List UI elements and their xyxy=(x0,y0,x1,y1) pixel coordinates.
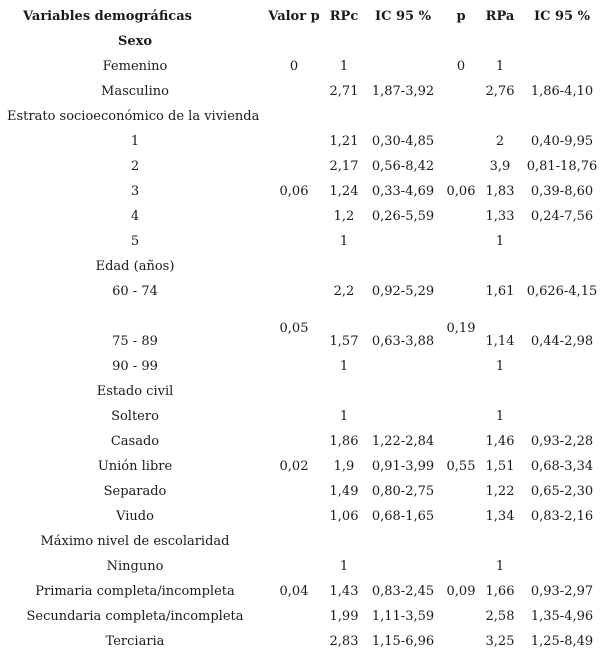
cell-rpc: 1,9 xyxy=(333,459,355,474)
cell-ic-adjusted: 1,25-8,49 xyxy=(530,634,594,649)
row-label: Masculino xyxy=(101,84,169,99)
cell-p-value: 0,02 xyxy=(279,459,309,474)
cell-rpa: 1 xyxy=(495,234,505,249)
cell-ic-adjusted: 0,93-2,28 xyxy=(530,434,594,449)
cell-rpc: 2,17 xyxy=(329,159,359,174)
cell-p: 0 xyxy=(456,59,466,74)
cell-rpa: 1,22 xyxy=(485,484,515,499)
cell-rpc: 1,86 xyxy=(329,434,359,449)
cell-ic-adjusted: 0,39-8,60 xyxy=(530,184,594,199)
cell-p: 0,19 xyxy=(446,321,476,336)
cell-ic-adjusted: 0,93-2,97 xyxy=(530,584,594,599)
cell-ic-crude: 1,22-2,84 xyxy=(371,434,435,449)
row-label: Ninguno xyxy=(106,559,164,574)
cell-rpa: 1 xyxy=(495,559,505,574)
cell-rpa: 2,76 xyxy=(485,84,515,99)
row-label: Unión libre xyxy=(97,459,173,474)
cell-rpc: 2,2 xyxy=(333,284,355,299)
cell-rpa: 1,34 xyxy=(485,509,515,524)
row-label: 90 - 99 xyxy=(112,359,158,374)
header-variables: Variables demográficas xyxy=(23,9,192,24)
header-p-value: Valor p xyxy=(268,9,320,24)
header-rpc: RPc xyxy=(329,9,359,24)
cell-ic-adjusted: 0,65-2,30 xyxy=(530,484,594,499)
cell-rpa: 3,9 xyxy=(489,159,511,174)
cell-rpa: 2,58 xyxy=(485,609,515,624)
cell-rpa: 1,14 xyxy=(485,334,515,349)
cell-rpc: 1,49 xyxy=(329,484,359,499)
cell-p: 0,06 xyxy=(446,184,476,199)
cell-rpc: 2,83 xyxy=(329,634,359,649)
row-label: Casado xyxy=(110,434,160,449)
cell-ic-adjusted: 0,626-4,15 xyxy=(526,284,598,299)
cell-ic-crude: 0,92-5,29 xyxy=(371,284,435,299)
cell-ic-crude: 0,26-5,59 xyxy=(371,209,435,224)
cell-ic-crude: 0,68-1,65 xyxy=(371,509,435,524)
row-label: Estrato socioeconómico de la vivienda xyxy=(7,109,260,124)
cell-rpc: 2,71 xyxy=(329,84,359,99)
cell-rpc: 1,24 xyxy=(329,184,359,199)
cell-ic-adjusted: 0,68-3,34 xyxy=(530,459,594,474)
cell-ic-adjusted: 0,81-18,76 xyxy=(526,159,598,174)
row-label: Primaria completa/incompleta xyxy=(35,584,235,599)
cell-p: 0,55 xyxy=(446,459,476,474)
cell-rpa: 1,66 xyxy=(485,584,515,599)
section-heading: Sexo xyxy=(117,34,153,49)
row-label: 4 xyxy=(130,209,140,224)
cell-rpa: 1,61 xyxy=(485,284,515,299)
cell-rpa: 1,33 xyxy=(485,209,515,224)
cell-ic-adjusted: 1,35-4,96 xyxy=(530,609,594,624)
cell-rpc: 1 xyxy=(339,359,349,374)
cell-ic-crude: 1,15-6,96 xyxy=(371,634,435,649)
cell-rpa: 1,46 xyxy=(485,434,515,449)
cell-rpa: 1,83 xyxy=(485,184,515,199)
cell-p-value: 0,05 xyxy=(279,321,309,336)
cell-rpa: 3,25 xyxy=(485,634,515,649)
cell-ic-crude: 0,33-4,69 xyxy=(371,184,435,199)
cell-ic-adjusted: 0,40-9,95 xyxy=(530,134,594,149)
row-label: Soltero xyxy=(111,409,159,424)
cell-ic-crude: 0,56-8,42 xyxy=(371,159,435,174)
row-label: 3 xyxy=(130,184,140,199)
header-p: p xyxy=(456,9,466,24)
header-ic-adjusted: IC 95 % xyxy=(534,9,590,24)
row-label: Estado civil xyxy=(96,384,174,399)
cell-ic-crude: 1,87-3,92 xyxy=(371,84,435,99)
cell-ic-crude: 1,11-3,59 xyxy=(371,609,435,624)
cell-rpc: 1 xyxy=(339,59,349,74)
row-label: 1 xyxy=(130,134,140,149)
cell-rpc: 1,2 xyxy=(333,209,355,224)
row-label: 75 - 89 xyxy=(112,334,158,349)
cell-ic-adjusted: 0,24-7,56 xyxy=(530,209,594,224)
cell-rpa: 2 xyxy=(495,134,505,149)
cell-ic-adjusted: 1,86-4,10 xyxy=(530,84,594,99)
cell-ic-adjusted: 0,83-2,16 xyxy=(530,509,594,524)
row-label: 2 xyxy=(130,159,140,174)
cell-ic-crude: 0,80-2,75 xyxy=(371,484,435,499)
row-label: Femenino xyxy=(102,59,168,74)
row-label: Terciaria xyxy=(105,634,165,649)
cell-p-value: 0,06 xyxy=(279,184,309,199)
cell-rpc: 1 xyxy=(339,409,349,424)
row-label: Secundaria completa/incompleta xyxy=(26,609,244,624)
header-ic-crude: IC 95 % xyxy=(375,9,431,24)
cell-p-value: 0,04 xyxy=(279,584,309,599)
cell-ic-crude: 0,30-4,85 xyxy=(371,134,435,149)
cell-rpa: 1,51 xyxy=(485,459,515,474)
cell-p: 0,09 xyxy=(446,584,476,599)
cell-ic-crude: 0,63-3,88 xyxy=(371,334,435,349)
cell-rpa: 1 xyxy=(495,359,505,374)
cell-rpc: 1,57 xyxy=(329,334,359,349)
cell-rpc: 1 xyxy=(339,559,349,574)
cell-p-value: 0 xyxy=(289,59,299,74)
cell-rpc: 1,21 xyxy=(329,134,359,149)
row-label: Viudo xyxy=(116,509,154,524)
header-rpa: RPa xyxy=(485,9,515,24)
cell-rpc: 1,43 xyxy=(329,584,359,599)
row-label: 5 xyxy=(130,234,140,249)
row-label: Edad (años) xyxy=(95,259,175,274)
cell-rpc: 1,06 xyxy=(329,509,359,524)
cell-rpc: 1 xyxy=(339,234,349,249)
cell-rpa: 1 xyxy=(495,409,505,424)
cell-ic-crude: 0,83-2,45 xyxy=(371,584,435,599)
row-label: Separado xyxy=(103,484,167,499)
row-label: Máximo nivel de escolaridad xyxy=(40,534,230,549)
cell-ic-crude: 0,91-3,99 xyxy=(371,459,435,474)
cell-rpc: 1,99 xyxy=(329,609,359,624)
cell-ic-adjusted: 0,44-2,98 xyxy=(530,334,594,349)
cell-rpa: 1 xyxy=(495,59,505,74)
row-label: 60 - 74 xyxy=(112,284,158,299)
